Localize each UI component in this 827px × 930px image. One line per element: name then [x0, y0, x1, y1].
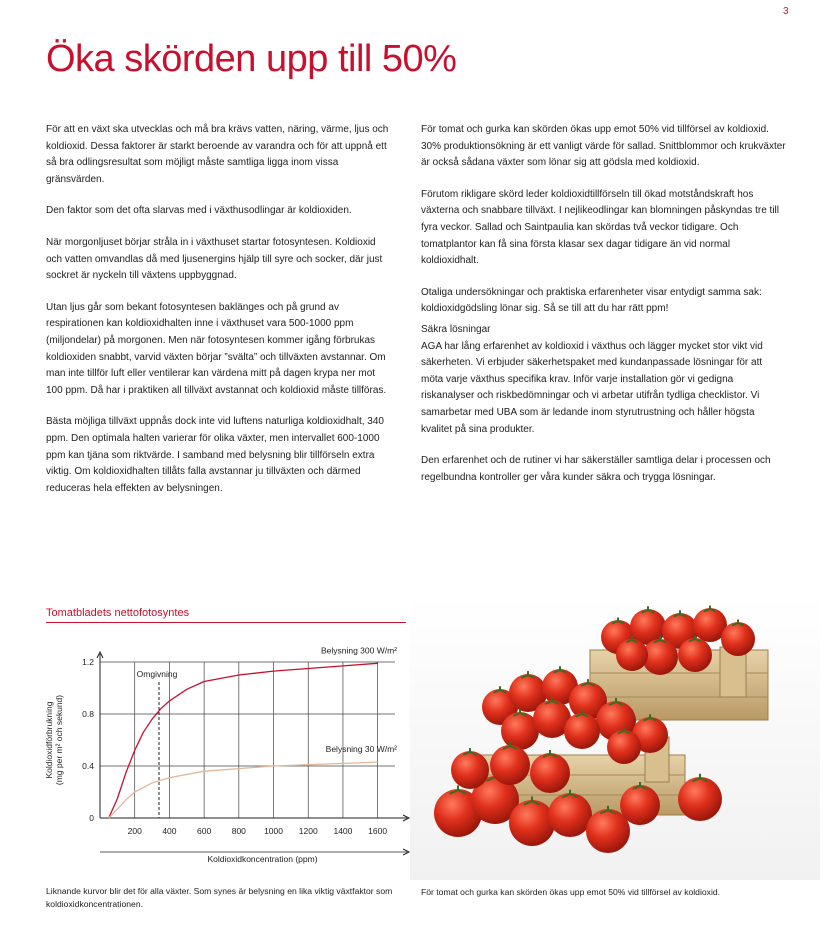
series-line — [109, 663, 378, 818]
tomato — [451, 751, 489, 789]
paragraph: Utan ljus går som bekant fotosyntesen baklänges och på grund av respirationen kan koldioxidhalten inne i växthuset vara 500-1000 ppm (miljondelar) på morgonen. Men när fotosyntesen kommer igång förbrukas koldioxiden snabbt, varvid växten börjar ”svälta” och tillväxten avstannar. Om man inte tillför luft eller ventilerar kan värdena mitt på dagen krypa ner mot 100 ppm. Då har i praktiken all tillväxt avstannat och koldioxid måste tillföras. — [46, 301, 387, 396]
tomato — [530, 753, 570, 793]
y-axis-label: (mg per m² och sekund) — [54, 694, 64, 786]
left-text-column — [46, 122, 391, 512]
tomato — [678, 638, 712, 672]
paragraph: Bästa möjliga tillväxt uppnås dock inte vid luftens naturliga koldioxidhalt, 340 ppm. Den optimala halten varierar för olika växter, men intervallet 600-1000 ppm kan tjäna som riktvärde. I samband med belysning blir tillförseln extra viktig. Om koldioxidhalten tillåts falla avstannar ju tillväxten och därmed reduceras hela effekten av belysningen. — [46, 416, 384, 494]
paragraph: Förutom rikligare skörd leder koldioxidtillförseln till ökad motståndskraft hos växterna och snabbare tillväxt. I nejlikeodlingar kan blomningen påskyndas tre till fyra veckor. Sallad och Saintpaulia kan skördas två veckor tidigare. Och tomatplantor kan få sina första klasar sex dagar tidigare än vid normal koldioxidhalt. — [421, 188, 779, 267]
x-tick-label: 400 — [162, 826, 177, 836]
tomato — [721, 622, 755, 656]
chart-title-divider — [46, 622, 406, 623]
tomato — [620, 785, 660, 825]
paragraph: När morgonljuset börjar stråla in i växthuset startar fotosyntesen. Koldioxid och vatten omvandlas då med ljusenergins hjälp till syre och socker, där just sockret är nyckeln till växtens uppbyggnad. — [46, 236, 383, 282]
paragraph: Den erfarenhet och de rutiner vi har säkerställer samtliga delar i processen och regelbundna kontroller ger våra kunder säkra och trygga lösningar. — [421, 455, 771, 483]
x-tick-label: 1600 — [368, 826, 388, 836]
tomato — [678, 777, 722, 821]
x-tick-label: 800 — [231, 826, 246, 836]
chart-caption: Liknande kurvor blir det för alla växter. Som synes är belysning en lika viktig växtfaktor som koldioxidkoncentrationen. — [46, 886, 393, 909]
tomato — [564, 713, 600, 749]
y-tick-label: 0.4 — [82, 761, 94, 771]
paragraph: För tomat och gurka kan skörden ökas upp emot 50% vid tillförsel av koldioxid. 30% produktionsökning är ett vanligt värde för sallad. Snittblommor och krukväxter är också sådana växter som lönar sig att gödsla med koldioxid. — [421, 124, 786, 169]
x-tick-label: 1000 — [264, 826, 283, 836]
tomato — [616, 639, 648, 671]
tomato-crates-photo — [410, 595, 820, 880]
photosynthesis-chart — [40, 630, 415, 875]
x-tick-label: 1200 — [298, 826, 318, 836]
tomato — [509, 800, 555, 846]
x-tick-label: 600 — [197, 826, 212, 836]
page-title: Öka skörden upp till 50% — [46, 38, 457, 80]
section-heading: Säkra lösningar — [421, 323, 491, 335]
page-number: 3 — [783, 6, 789, 17]
right-text-column — [421, 122, 786, 501]
tomato — [490, 745, 530, 785]
series-label: Belysning 300 W/m² — [320, 645, 397, 656]
chart-title: Tomatbladets nettofotosyntes — [46, 607, 190, 619]
tomato — [607, 730, 641, 764]
x-tick-label: 200 — [127, 826, 142, 836]
series-label: Belysning 30 W/m² — [325, 744, 397, 755]
x-tick-label: 1400 — [333, 826, 353, 836]
tomato — [548, 793, 592, 837]
y-tick-label: 0.8 — [82, 709, 94, 719]
y-tick-label: 1.2 — [82, 657, 94, 667]
paragraph: AGA har lång erfarenhet av koldioxid i växthus och lägger mycket stor vikt vid säkerheten. Vi erbjuder säkerhetspaket med kundanpassade lösningar för att möta varje växthus specifika krav. Inför varje installation gör vi gedigna riskanalyser och riskbedömningar och vi arbetar utifrån tydliga checklistor. Vi samarbetar med UBA som är ledande inom styrutrustning och håller högsta kvalitet på sina produkter. — [421, 340, 763, 435]
x-axis-label: Koldioxidkoncentration (ppm) — [207, 854, 318, 864]
photo-caption: För tomat och gurka kan skörden ökas upp emot 50% vid tillförsel av koldioxid. — [421, 887, 721, 897]
y-tick-label: 0 — [89, 813, 94, 823]
series-line — [109, 762, 378, 818]
paragraph: Otaliga undersökningar och praktiska erfarenheter visar entydigt samma sak: koldioxidgödsling lönar sig. Så se till att du har rätt ppm! — [421, 286, 762, 315]
ambient-annotation: Omgivning — [136, 669, 178, 679]
paragraph: För att en växt ska utvecklas och må bra krävs vatten, näring, värme, ljus och koldioxid. Dessa faktorer är starkt beroende av varandra och för att uppnå ett så bra odlingsresultat som möjligt måste samtliga ligga inom vissa gränsvärden. — [46, 124, 389, 185]
y-axis-label: Koldioxidförbrukning — [44, 701, 54, 779]
paragraph: Den faktor som det ofta slarvas med i växthusodlingar är koldioxiden. — [46, 205, 352, 217]
